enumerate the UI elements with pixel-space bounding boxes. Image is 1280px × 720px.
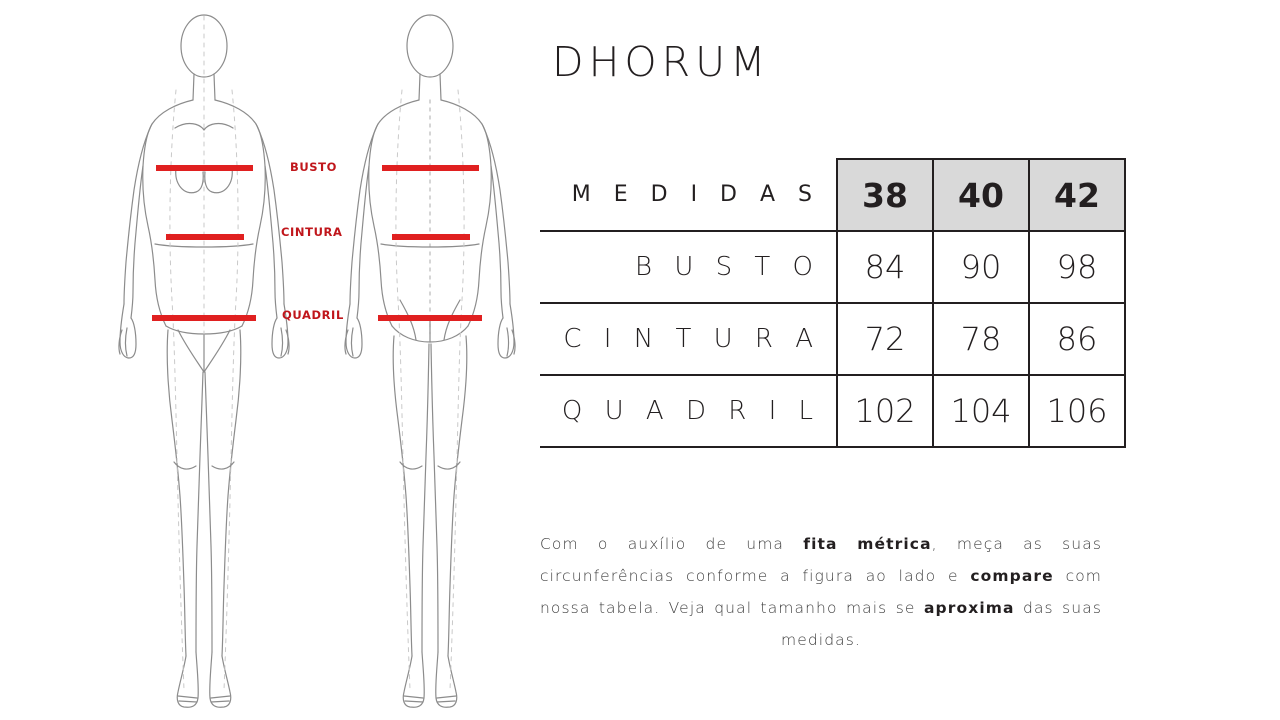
size-header-40: 40: [933, 159, 1029, 231]
row-label-bust: B U S T O: [540, 231, 837, 303]
note-part-3: com nossa tabela. Veja qual tamanho mais se: [540, 566, 1102, 617]
table-header-label: M E D I D A S: [540, 159, 837, 231]
table-header-row: [540, 159, 1125, 231]
note-bold-1: fita métrica: [803, 534, 932, 553]
size-table-wrapper: [540, 158, 1108, 448]
row-label-hip: Q U A D R I L: [540, 375, 837, 447]
content-panel: [540, 0, 1280, 720]
brand-title: DHORUM: [552, 38, 771, 86]
body-figures-panel: [0, 0, 540, 720]
cell-waist-40: 78: [933, 303, 1029, 375]
figure-label-bust: BUSTO: [290, 160, 338, 174]
cell-waist-38: 72: [837, 303, 933, 375]
note-part-1: Com o auxílio de uma: [540, 534, 804, 553]
note-bold-3: aproxima: [924, 598, 1015, 617]
row-label-waist: C I N T U R A: [540, 303, 837, 375]
cell-hip-42: 106: [1029, 375, 1125, 447]
instructions-text: [540, 528, 1102, 656]
cell-hip-40: 104: [933, 375, 1029, 447]
note-bold-2: compare: [970, 566, 1054, 585]
cell-bust-38: 84: [837, 231, 933, 303]
measure-lines: [152, 168, 482, 318]
table-row: [540, 303, 1125, 375]
figure-label-hip: QUADRIL: [282, 308, 344, 322]
table-row: [540, 375, 1125, 447]
construction-guides: [170, 16, 464, 690]
size-header-42: 42: [1029, 159, 1125, 231]
back-figure: [345, 15, 515, 707]
size-header-38: 38: [837, 159, 933, 231]
size-table: [540, 158, 1126, 448]
note-part-2: , meça as suas circunferências conforme a figura ao lado e: [540, 534, 1103, 585]
table-row: [540, 231, 1125, 303]
cell-hip-38: 102: [837, 375, 933, 447]
note-part-4: das suas medidas.: [781, 598, 1103, 649]
cell-bust-40: 90: [933, 231, 1029, 303]
figure-label-waist: CINTURA: [281, 225, 343, 239]
figure-illustrations: [0, 0, 540, 720]
cell-bust-42: 98: [1029, 231, 1125, 303]
cell-waist-42: 86: [1029, 303, 1125, 375]
